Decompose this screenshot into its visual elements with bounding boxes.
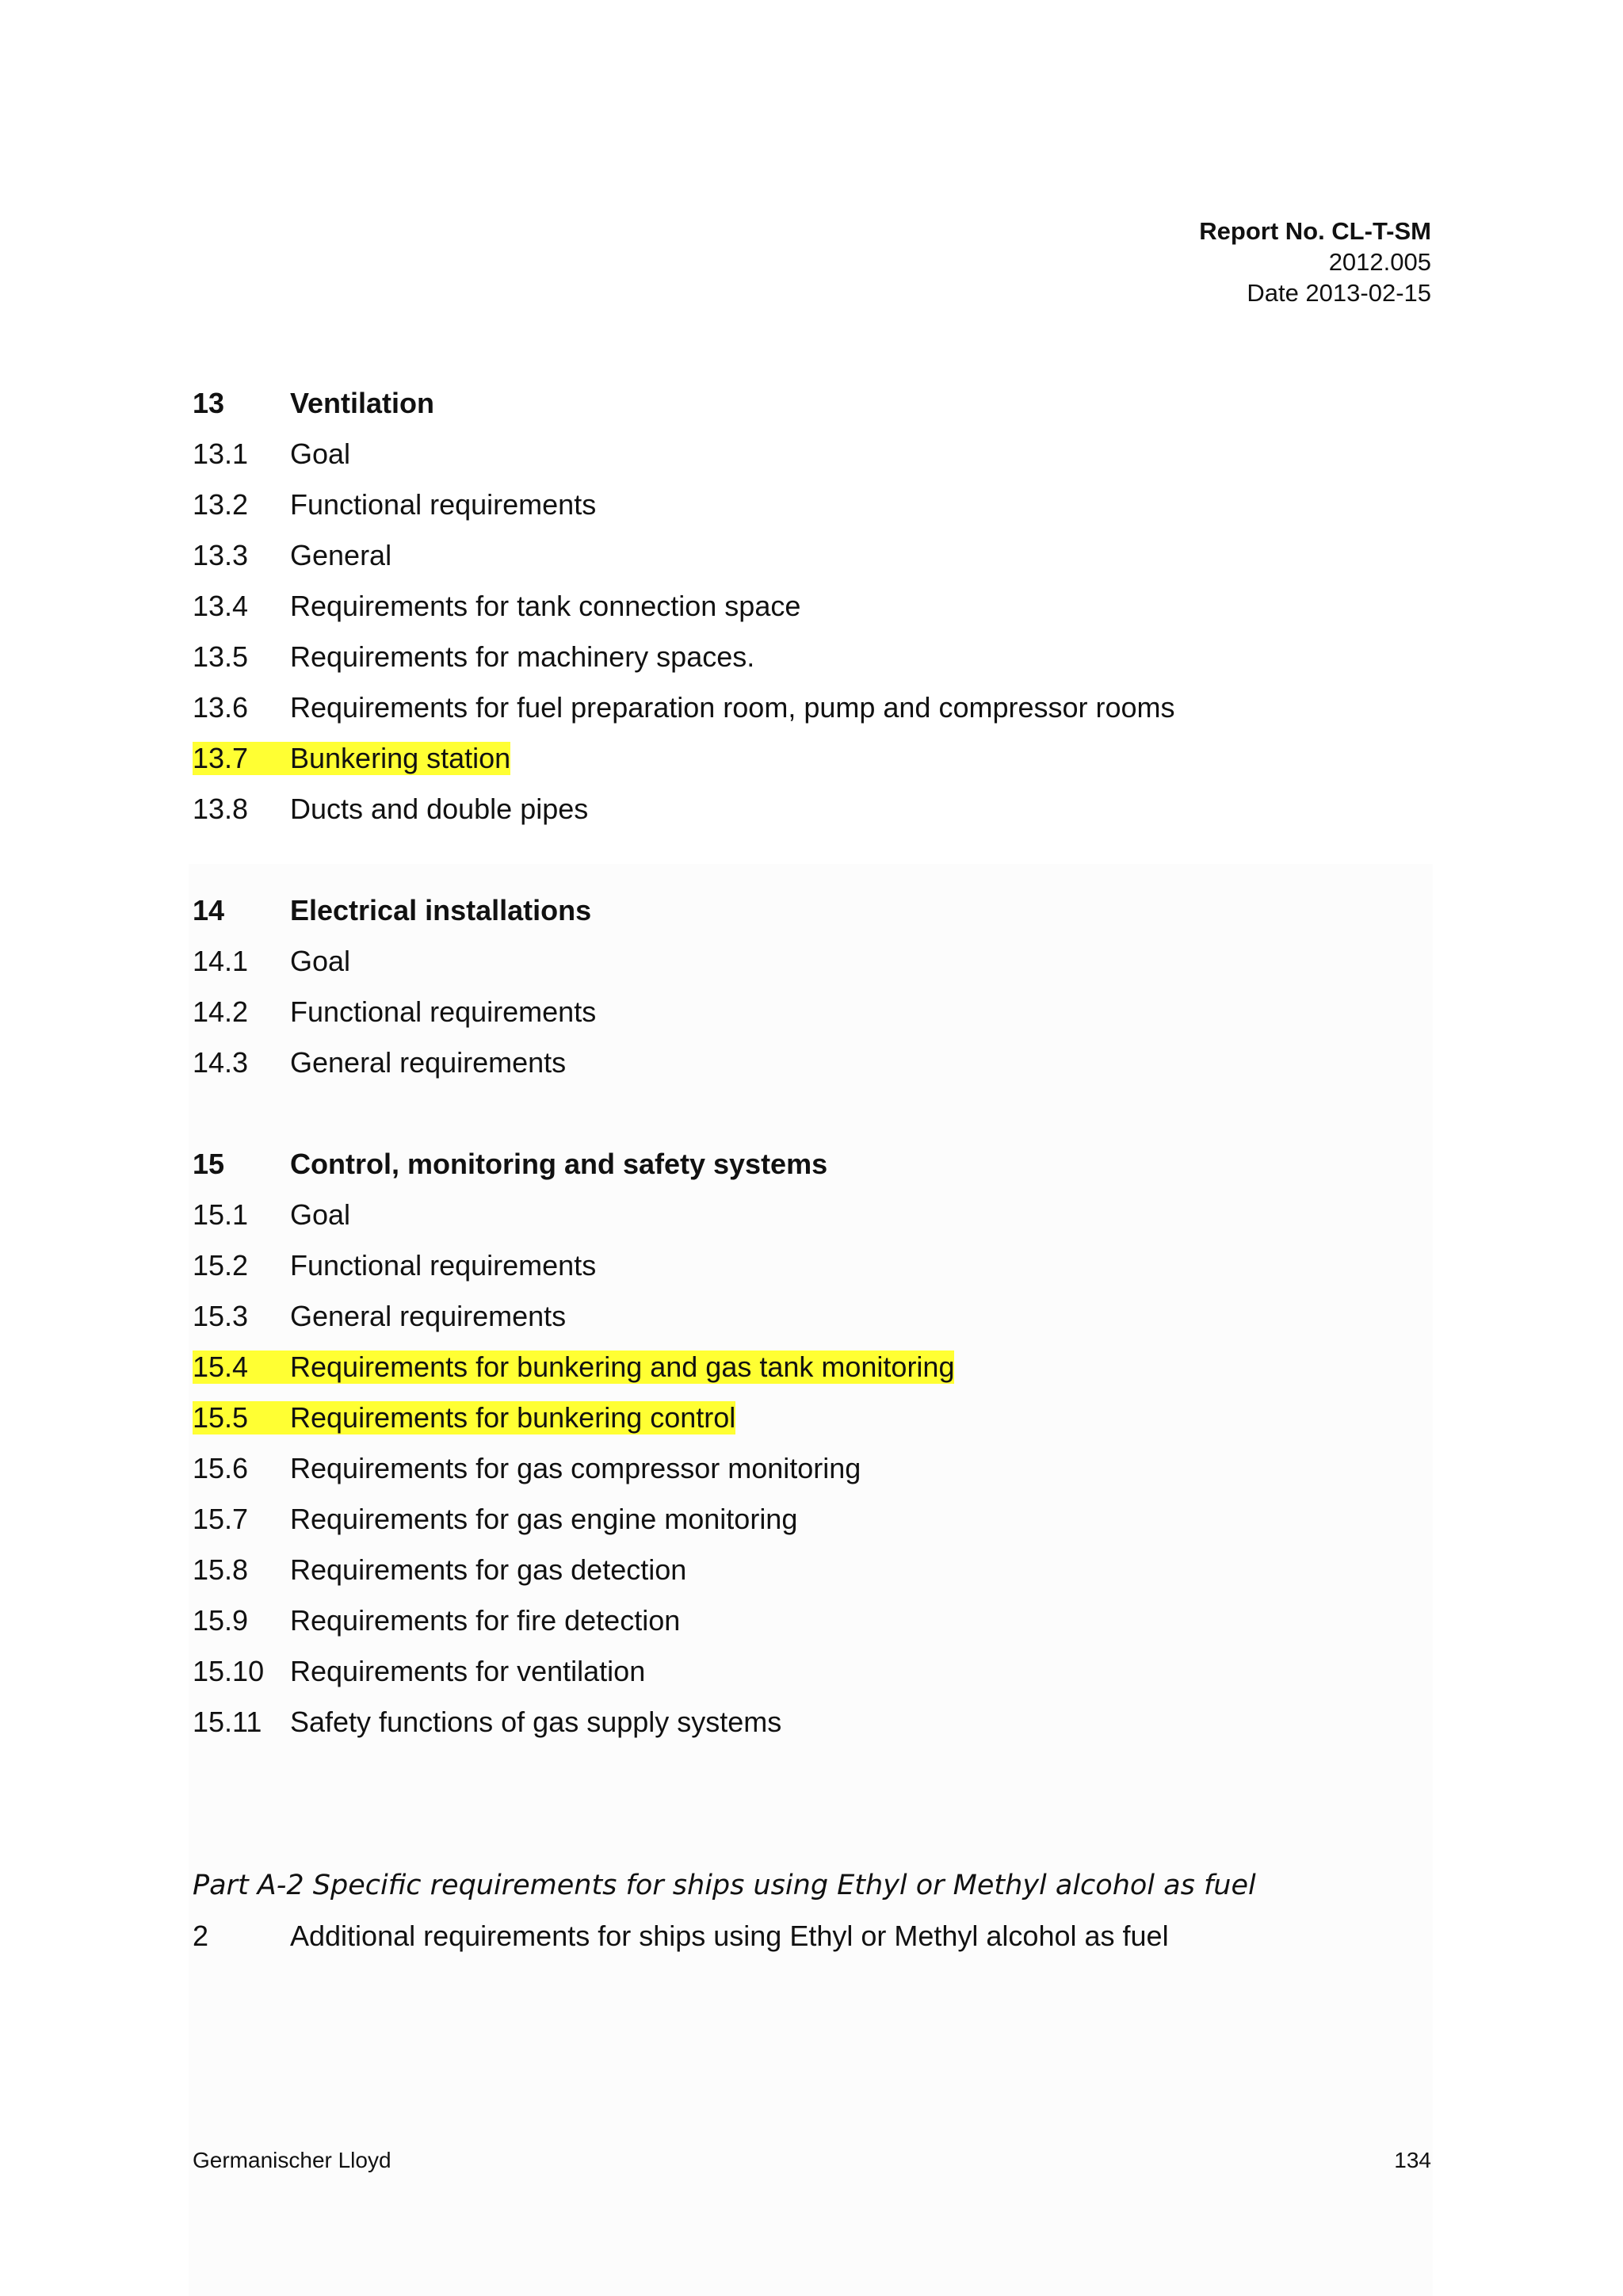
toc-entry: [193, 987, 1429, 1037]
entry-number: 13.2: [193, 488, 249, 521]
entry-text: Requirements for machinery spaces.: [290, 640, 755, 673]
entry-text: Functional requirements: [290, 995, 597, 1028]
entry-text: Requirements for bunkering control: [290, 1401, 736, 1434]
entry-text: Additional requirements for ships using Ethyl or Methyl alcohol as fuel: [290, 1920, 1169, 1952]
entry-text: General requirements: [290, 1300, 567, 1332]
entry-number: 15.4: [193, 1350, 249, 1383]
entry-text: Goal: [290, 437, 351, 470]
entry-text: Goal: [290, 1198, 351, 1231]
toc-entry: [193, 1190, 1429, 1240]
toc-entry: [193, 682, 1429, 733]
entry-text: Safety functions of gas supply systems: [290, 1706, 782, 1738]
section-title: Ventilation: [290, 387, 435, 419]
section-title: Electrical installations: [290, 894, 592, 926]
table-of-contents: [193, 378, 1429, 2012]
entry-number: 14.3: [193, 1046, 249, 1079]
part-title: Part A-2 Specific requirements for ships using Ethyl or Methyl alcohol as fuel: [193, 1870, 1256, 1901]
entry-text: Requirements for gas engine monitoring: [290, 1503, 798, 1535]
toc-entry: [193, 784, 1429, 835]
report-number-continuation: 2012.005: [1328, 248, 1431, 276]
toc-entry: [193, 1545, 1429, 1595]
entry-number: 13.6: [193, 691, 249, 724]
toc-entry: [193, 1911, 1429, 1962]
entry-text: Requirements for bunkering and gas tank monitoring: [290, 1350, 955, 1383]
entry-number: 15.5: [193, 1401, 249, 1434]
text-highlight: [193, 742, 510, 775]
entry-text: Functional requirements: [290, 488, 597, 521]
toc-section-15: [193, 1139, 1429, 1748]
toc-section-14: [193, 885, 1429, 1088]
page-number: 134: [1394, 2148, 1431, 2172]
toc-heading: [193, 378, 1429, 429]
page-footer: [193, 2148, 1431, 2173]
entry-text: Requirements for gas compressor monitoring: [290, 1452, 861, 1484]
text-highlight: [193, 1401, 735, 1435]
entry-number: 15.11: [193, 1706, 262, 1738]
toc-entry: [193, 1646, 1429, 1697]
entry-text: Ducts and double pipes: [290, 793, 589, 825]
toc-entry: [193, 581, 1429, 632]
toc-entry: [193, 429, 1429, 479]
report-header: [1199, 216, 1431, 308]
toc-entry: [193, 632, 1429, 682]
entry-number: 15.9: [193, 1604, 249, 1637]
entry-number: 13.4: [193, 590, 249, 622]
entry-text: Requirements for gas detection: [290, 1553, 687, 1586]
report-number: Report No. CL-T-SM: [1199, 217, 1431, 245]
toc-entry: [193, 1037, 1429, 1088]
entry-number: 15.2: [193, 1249, 249, 1282]
toc-entry: [193, 530, 1429, 581]
toc-heading: [193, 885, 1429, 936]
section-title: Control, monitoring and safety systems: [290, 1148, 828, 1180]
toc-entry-highlighted: [193, 1392, 1429, 1443]
toc-entry: [193, 479, 1429, 530]
entry-text: Requirements for fuel preparation room, pump and compressor rooms: [290, 691, 1175, 724]
toc-part-a2: [193, 1860, 1429, 1962]
entry-number: 14.1: [193, 945, 249, 977]
entry-number: 2: [193, 1920, 209, 1952]
section-number: 15: [193, 1148, 225, 1180]
entry-text: Goal: [290, 945, 351, 977]
toc-entry: [193, 1240, 1429, 1291]
entry-number: 13.5: [193, 640, 249, 673]
report-date: Date 2013-02-15: [1247, 279, 1431, 307]
toc-entry: [193, 1697, 1429, 1748]
entry-text: Requirements for fire detection: [290, 1604, 681, 1637]
toc-entry: [193, 1443, 1429, 1494]
entry-text: General: [290, 539, 392, 571]
entry-text: Functional requirements: [290, 1249, 597, 1282]
entry-number: 14.2: [193, 995, 249, 1028]
entry-number: 15.3: [193, 1300, 249, 1332]
entry-text: Requirements for tank connection space: [290, 590, 801, 622]
entry-number: 15.8: [193, 1553, 249, 1586]
text-highlight: [193, 1350, 954, 1384]
toc-entry: [193, 1595, 1429, 1646]
toc-entry: [193, 936, 1429, 987]
entry-number: 13.3: [193, 539, 249, 571]
toc-entry: [193, 1494, 1429, 1545]
toc-entry-highlighted: [193, 1342, 1429, 1392]
footer-company: Germanischer Lloyd: [193, 2148, 391, 2172]
entry-number: 15.1: [193, 1198, 249, 1231]
entry-number: 15.7: [193, 1503, 249, 1535]
entry-text: Bunkering station: [290, 742, 511, 774]
entry-number: 13.1: [193, 437, 249, 470]
section-number: 14: [193, 894, 225, 926]
entry-number: 13.7: [193, 742, 249, 774]
section-number: 13: [193, 387, 225, 419]
toc-entry-highlighted: [193, 733, 1429, 784]
entry-number: 15.6: [193, 1452, 249, 1484]
entry-text: Requirements for ventilation: [290, 1655, 646, 1687]
toc-heading: [193, 1139, 1429, 1190]
toc-entry: [193, 1291, 1429, 1342]
entry-number: 13.8: [193, 793, 249, 825]
toc-section-13: [193, 378, 1429, 835]
entry-text: General requirements: [290, 1046, 567, 1079]
entry-number: 15.10: [193, 1655, 265, 1687]
